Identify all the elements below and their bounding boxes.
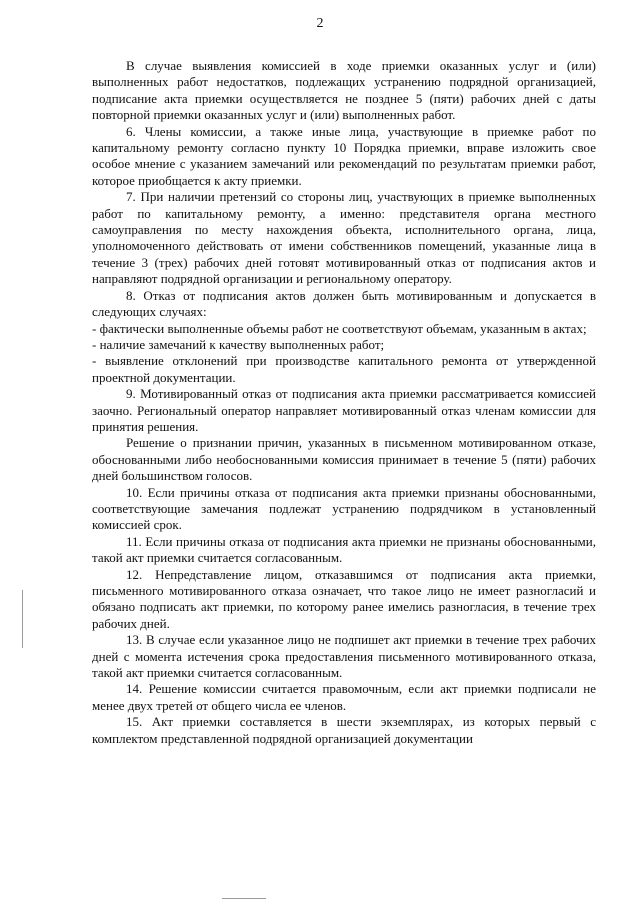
paragraph-7-claims: 7. При наличии претензий со стороны лиц, участвующих в приемке выполненных работ по капитальному ремонту, а именно: представителя органа местного самоуправления по месту нахождения объекта, исполнительного органа, лица, уполномоченного действовать от имени собственников помещений, указанные лица в течение 3 (трех) рабочих дней готовят мотивированный отказ от подписания актов и направляют подрядной организации и региональному оператору. — [92, 189, 596, 287]
list-item-quality: - наличие замечаний к качеству выполненных работ; — [92, 336, 385, 352]
paragraph-10-justified: 10. Если причины отказа от подписания акта приемки признаны обоснованными, соответствующие замечания подлежат устранению подрядчиком в установленный комиссией срок. — [92, 484, 596, 533]
paragraph-14-quorum: 14. Решение комиссии считается правомочным, если акт приемки подписали не менее двух третей от общего числа ее членов. — [92, 681, 596, 713]
paragraph-11-unjustified: 11. Если причины отказа от подписания акта приемки не признаны обоснованными, такой акт приемки считается согласованным. — [92, 533, 596, 566]
paragraph-12-no-refusal: 12. Непредставление лицом, отказавшимся от подписания акта приемки, письменного мотивированного отказа означает, что такое лицо не имеет разногласий и обязано подписать акт приемки, по которому ранее имелись разногласия, в течение трех рабочих дней. — [92, 566, 596, 631]
paragraph-13-not-signed: 13. В случае если указанное лицо не подпишет акт приемки в течение трех рабочих дней с момента истечения срока предоставления письменного мотивированного отказа, такой акт приемки считается согласованным. — [92, 632, 596, 681]
paragraph-8-refusal-cases: 8. Отказ от подписания актов должен быть мотивированным и допускается в следующих случаях: — [92, 287, 596, 320]
scan-bottom-mark — [222, 898, 266, 899]
paragraph-15-copies: 15. Акт приемки составляется в шести экземплярах, из которых первый с комплектом представленной подрядной организацией документации — [92, 714, 596, 746]
paragraph-9-review: 9. Мотивированный отказ от подписания акта приемки рассматривается комиссией заочно. Региональный оператор направляет мотивированный отказ членам комиссии для принятия решения. — [92, 386, 596, 434]
paragraph-decision: Решение о признании причин, указанных в письменном мотивированном отказе, обоснованными либо необоснованными комиссия принимает в течение 5 (пяти) рабочих дней большинством голосов. — [92, 435, 596, 484]
paragraph-6-special-opinion: 6. Члены комиссии, а также иные лица, участвующие в приемке работ по капитальному ремонту согласно пункту 10 Порядка приемки, вправе изложить свое особое мнение с указанием замечаний или рекомендаций по результатам приемки работ, которое приобщается к акту приемки. — [92, 123, 596, 188]
page-number: 2 — [316, 16, 324, 31]
list-item-deviations: - выявление отклонений при производстве капитального ремонта от утвержденной проектной документации. — [92, 353, 596, 385]
list-item-volumes: - фактически выполненные объемы работ не соответствуют объемам, указанным в актах; — [92, 320, 587, 336]
scan-margin-mark — [22, 590, 23, 648]
document-body — [92, 58, 596, 747]
paragraph-defects-reinspection: В случае выявления комиссией в ходе приемки оказанных услуг и (или) выполненных работ недостатков, подлежащих устранению подрядной организацией, подписание акта приемки осуществляется не позднее 5 (пяти) рабочих дней с даты повторной приемки оказанных услуг и (или) выполненных работ. — [92, 58, 596, 123]
